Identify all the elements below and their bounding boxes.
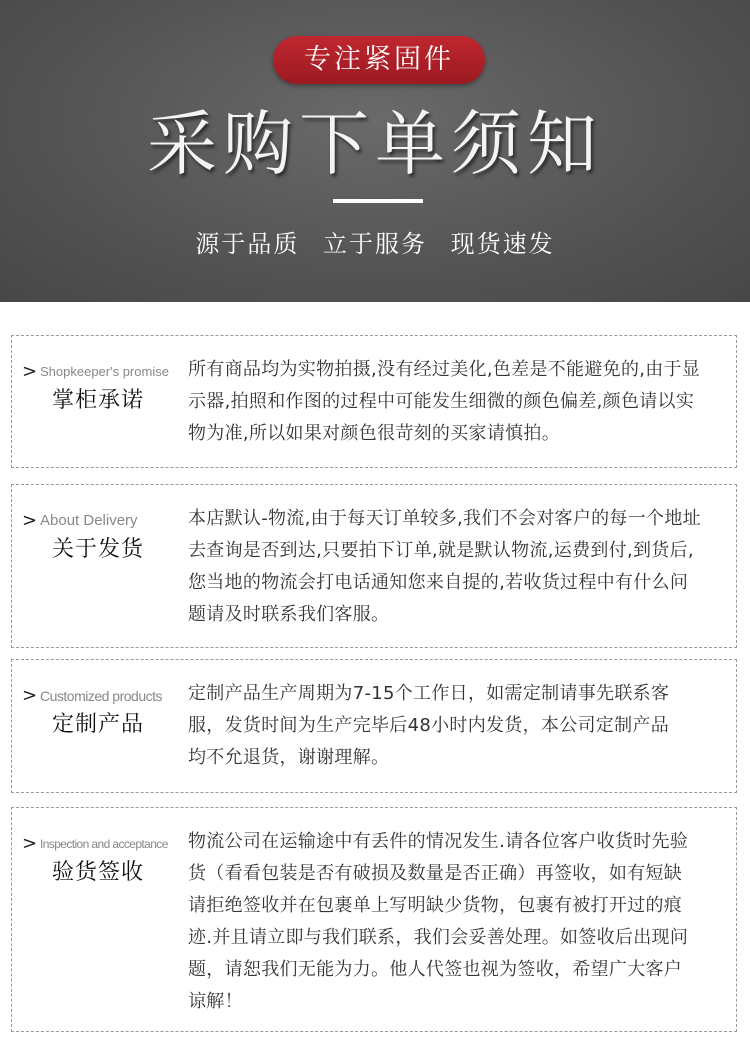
body-line: 本店默认-物流,由于每天订单较多,我们不会对客户的每一个地址 bbox=[188, 508, 701, 529]
section-body bbox=[188, 826, 728, 1018]
body-line: 物为准,所以如果对颜色很苛刻的买家请慎拍。 bbox=[188, 423, 561, 444]
header-badge: 专注紧固件 bbox=[273, 36, 485, 84]
section-body bbox=[188, 678, 728, 774]
body-line: 物流公司在运输途中有丢件的情况发生.请各位客户收货时先验 bbox=[188, 831, 689, 852]
section-customized-products bbox=[11, 659, 737, 793]
body-line: 请拒绝签收并在包裹单上写明缺少货物，包裹有被打开过的痕 bbox=[188, 895, 683, 916]
section-label-en: Customized products bbox=[40, 688, 163, 704]
chevron-right-icon: > bbox=[22, 510, 38, 531]
chevron-right-icon: > bbox=[22, 685, 38, 706]
section-label-en: Inspection and acceptance bbox=[40, 837, 168, 851]
body-line: 谅解！ bbox=[188, 991, 243, 1012]
section-label-zh: 验货签收 bbox=[52, 860, 145, 885]
body-line: 所有商品均为实物拍摄,没有经过美化,色差是不能避免的,由于显 bbox=[188, 359, 701, 380]
title-divider bbox=[333, 199, 423, 203]
section-label-zh: 关于发货 bbox=[52, 537, 145, 562]
section-body bbox=[188, 354, 728, 450]
chevron-right-icon: > bbox=[22, 361, 38, 382]
page-title: 采购下单须知 bbox=[147, 103, 603, 185]
body-line: 题，请恕我们无能为力。他人代签也视为签收，希望广大客户 bbox=[188, 959, 683, 980]
body-line: 示器,拍照和作图的过程中可能发生细微的颜色偏差,颜色请以实 bbox=[188, 391, 695, 412]
section-label-zh: 定制产品 bbox=[52, 712, 145, 737]
body-line: 均不允退货，谢谢理解。 bbox=[188, 747, 390, 768]
body-line: 服，发货时间为生产完毕后48小时内发货，本公司定制产品 bbox=[188, 715, 670, 736]
section-about-delivery bbox=[11, 484, 737, 648]
section-label-en: About Delivery bbox=[40, 512, 138, 529]
section-label-en: Shopkeeper's promise bbox=[40, 364, 169, 379]
body-line: 题请及时联系我们客服。 bbox=[188, 604, 390, 625]
section-body bbox=[188, 503, 728, 631]
section-label-zh: 掌柜承诺 bbox=[52, 388, 145, 413]
header-slogan: 源于品质 立于服务 现货速发 bbox=[195, 230, 555, 258]
chevron-right-icon: > bbox=[22, 833, 38, 854]
body-line: 您当地的物流会打电话通知您来自提的,若收货过程中有什么问 bbox=[188, 572, 689, 593]
body-line: 迹.并且请立即与我们联系，我们会妥善处理。如签收后出现问 bbox=[188, 927, 689, 948]
header-banner bbox=[0, 0, 750, 302]
body-line: 货（看看包装是否有破损及数量是否正确）再签收，如有短缺 bbox=[188, 863, 683, 884]
section-inspection-acceptance bbox=[11, 807, 737, 1032]
body-line: 去查询是否到达,只要拍下订单,就是默认物流,运费到付,到货后, bbox=[188, 540, 694, 561]
body-line: 定制产品生产周期为7-15个工作日，如需定制请事先联系客 bbox=[188, 683, 670, 704]
section-shopkeeper-promise bbox=[11, 335, 737, 468]
